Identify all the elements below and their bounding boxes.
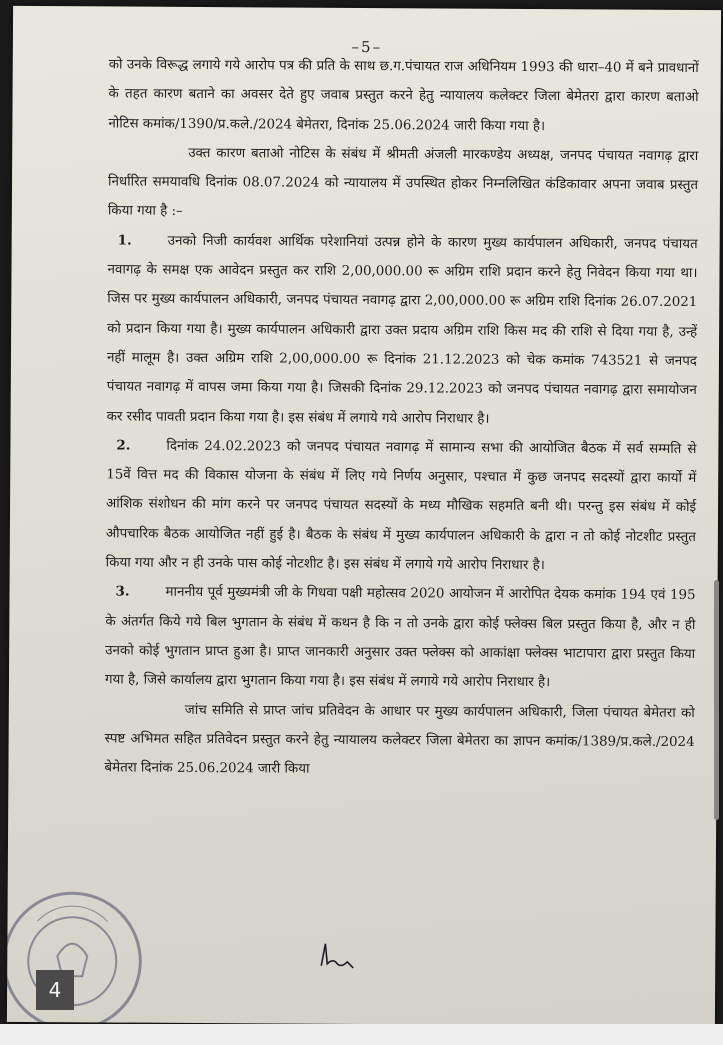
paragraph-text: माननीय पूर्व मुख्यमंत्री जी के गिधवा पक्षी महोत्सव 2020 आयोजन में आरोपित देयक कमांक 194 एवं 195 के अंतर्गत किये गये बिल भुगतान के संबंध में कथन है कि न तो उनके द्वारा कोई फ्लेक्स बिल प्रस्तुत किया है, और न ही उनको कोई भुगतान प्राप्त हुआ है। प्राप्त जानकारी अनुसार उक्त फ्लेक्स को आकांक्षा फ्लेक्स भाटापारा द्वारा प्रस्तुत किया गया है, जिसे कार्यालय द्वारा भुगतान किया गया है। इस संबंध में लगाये गये आरोप निराधार है। <box>104 585 696 691</box>
viewer-bottom-bar <box>0 1024 723 1045</box>
scrollbar[interactable] <box>714 580 719 820</box>
paragraph-point-3 <box>105 578 696 699</box>
official-seal-icon <box>7 886 148 1026</box>
point-number: 2. <box>116 437 131 454</box>
page-counter-badge: 4 <box>36 970 74 1010</box>
point-number: 3. <box>115 583 130 600</box>
paragraph-point-1 <box>107 226 698 435</box>
paragraph-intro <box>108 50 699 141</box>
paragraph-text: उनको निजी कार्यवश आर्थिक परेशानियां उत्पन्न होने के कारण मुख्य कार्यपालन अधिकारी, जनपद पंचायत नवागढ़ के समक्ष एक आवेदन प्रस्तुत कर राशि 2,00,000.00 रू अग्रिम राशि प्रदान करने हेतु निवेदन किया गया था। जिस पर मुख्य कार्यपालन अधिकारी, जनपद पंचायत नवागढ़ द्वारा 2,00,000.00 रू अग्रिम राशि दिनांक 26.07.2021 को प्रदान किया गया है। मुख्य कार्यपालन अधिकारी द्वारा उक्त प्रदाय अग्रिम राशि किस मद की राशि से दिया गया है, उन्हें नहीं मालूम है। उक्त अग्रिम राशि 2,00,000.00 रू दिनांक 21.12.2023 को चेक कमांक 743521 से जनपद पंचायत नवागढ़ में वापस जमा किया गया है। जिसकी दिनांक 29.12.2023 को जनपद पंचायत नवागढ़ द्वारा समायोजन कर रसीद पावती प्रदान किया गया है। इस संबंध में लगाये गये आरोप निराधार है। <box>106 233 698 427</box>
paragraph-notice-response <box>108 138 699 229</box>
document-page <box>7 6 721 1026</box>
document-body <box>104 50 698 786</box>
paragraph-text: उक्त कारण बताओ नोटिस के संबंध में श्रीमती अंजली मारकण्डेय अध्यक्ष, जनपद पंचायत नवागढ़ द्वारा निर्धारित समयावधि दिनांक 08.07.2024 को न्यायालय में उपस्थित होकर निम्नलिखित कंडिकावार अपना जवाब प्रस्तुत किया गया है :– <box>107 145 699 220</box>
paragraph-text: जांच समिति से प्राप्त जांच प्रतिवेदन के आधार पर मुख्य कार्यपालन अधिकारी, जिला पंचायत बेमेतरा को स्पष्ट अभिमत सहित प्रतिवेदन प्रस्तुत करने हेतु न्यायालय कलेक्टर जिला बेमेतरा का ज्ञापन कमांक/1389/प्र.कले./2024 बेमेतरा दिनांक 25.06.2024 जारी किया <box>104 702 695 777</box>
paragraph-text: को उनके विरूद्ध लगाये गये आरोप पत्र की प्रति के साथ छ.ग.पंचायत राज अधिनियम 1993 की धारा–40 में बने प्रावधानों के तहत कारण बताने का अवसर देते हुए जवाब प्रस्तुत करने हेतु न्यायालय कलेक्टर जिला बेमेतरा द्वारा कारण बताओ नोटिस कमांक/1390/प्र.कले./2024 बेमेतरा, दिनांक 25.06.2024 जारी किया गया है। <box>108 57 699 134</box>
paragraph-point-2 <box>106 431 697 581</box>
paragraph-inquiry <box>104 695 695 786</box>
page-number: –5– <box>351 37 383 57</box>
point-number: 1. <box>117 232 132 249</box>
paragraph-text: दिनांक 24.02.2023 को जनपद पंचायत नवागढ़ में सामान्य सभा की आयोजित बैठक में सर्व सम्मति से 15वें वित्त मद की विकास योजना के संबंध में लिए गये निर्णय अनुसार, पश्चात में कुछ जनपद सदस्यों द्वारा कार्यो में आंशिक संशोधन की मांग करने पर जनपद पंचायत सदस्यों के मध्य मौखिक सहमति बनी थी। परन्तु इस संबंध में कोई औपचारिक बैठक आयोजित नहीं हुई है। बैठक के संबंध में मुख्य कार्यपालन अधिकारी के द्वारा न तो कोई नोटशीट प्रस्तुत किया गया और न ही उनके पास कोई नोटशीट है। इस संबंध में लगाये गये आरोप निराधार है। <box>105 438 697 574</box>
signature-mark-icon <box>317 940 357 972</box>
